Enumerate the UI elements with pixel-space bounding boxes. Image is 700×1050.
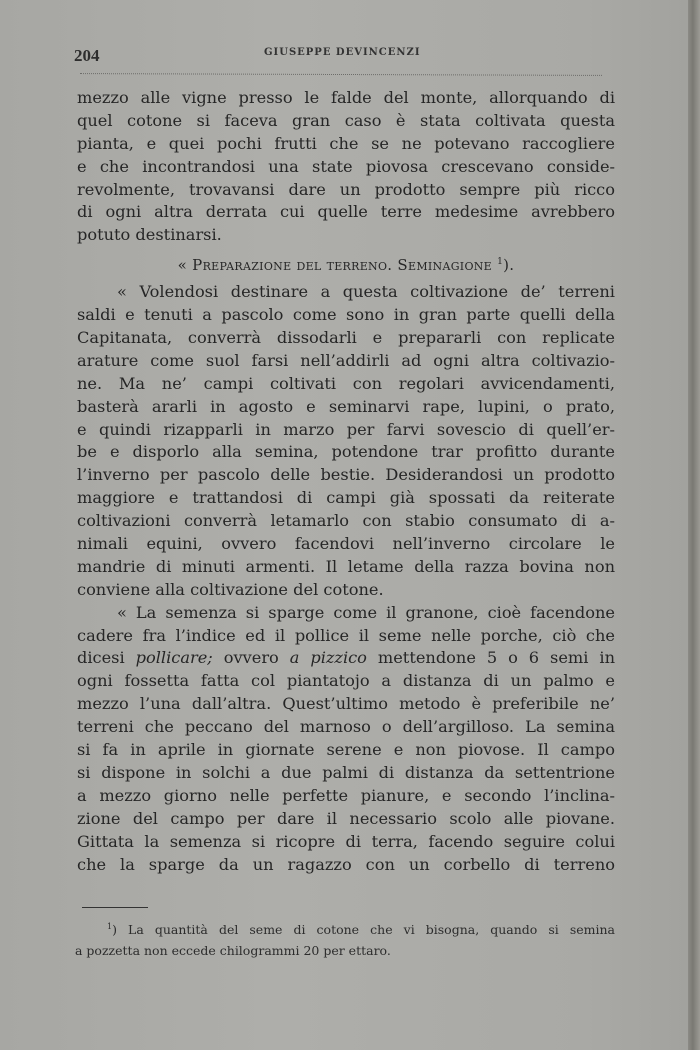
text-line: che la sparge da un ragazzo con un corbello di terreno — [77, 854, 615, 874]
text-line: « Volendosi destinare a questa coltivazione de’ terreni — [117, 282, 615, 302]
text-line: e quindi rizapparli in marzo per farvi sovescio di quell’er- — [77, 419, 615, 439]
heading-title: Preparazione del terreno. Seminagione — [192, 256, 493, 275]
text-line: nimali equini, ovvero facendovi nell’inverno circolare le — [77, 534, 615, 554]
footnote-text: ) La quantità del seme di cotone che vi bisogna, quando si semina — [112, 922, 615, 938]
text-line: arature come suol farsi nell’addirli ad ogni altra coltivazio- — [77, 350, 615, 370]
page-number: 204 — [74, 46, 100, 65]
italic-term: pollicare; — [135, 648, 213, 668]
text-line: ogni fossetta fatta col piantatojo a distanza di un palmo e — [77, 671, 615, 691]
text-line: mezzo l’una dall’altra. Quest’ultimo metodo è preferibile ne’ — [77, 694, 615, 714]
text-line: l’inverno per pascolo delle bestie. Desiderandosi un prodotto — [77, 465, 615, 485]
text-line: quel cotone si faceva gran caso è stata coltivata questa — [77, 110, 615, 130]
text-line: « La semenza si sparge come il granone, cioè facendone — [117, 602, 615, 622]
text-line: a mezzo giorno nelle perfette pianure, e secondo l’inclina- — [77, 785, 615, 805]
text-line: si dispone in solchi a due palmi di distanza da settentrione — [77, 762, 615, 782]
text-line: maggiore e trattandosi di campi già spossati da reiterate — [77, 488, 615, 508]
page-edge — [688, 0, 700, 1050]
footnote-line — [75, 916, 615, 940]
footnote-rule — [82, 907, 148, 908]
text-line: Gittata la semenza si ricopre di terra, facendo seguire colui — [77, 831, 615, 851]
text-line: zione del campo per dare il necessario scolo alle piovane. — [77, 808, 615, 828]
body-text — [77, 87, 615, 876]
text-line: si fa in aprile in giornate serene e non piovose. Il campo — [77, 740, 615, 760]
text-line: cadere fra l’indice ed il pollice il seme nelle porche, ciò che — [77, 625, 615, 645]
text-segment: ovvero — [212, 648, 290, 668]
text-line: pianta, e quei pochi frutti che se ne potevano raccogliere — [77, 133, 615, 153]
text-segment: dicesi — [77, 648, 136, 668]
footnote-marker: 1 — [107, 922, 113, 931]
running-title: GIUSEPPE DEVINCENZI — [264, 47, 421, 58]
page-header — [74, 44, 604, 70]
italic-term: a pizzico — [289, 648, 367, 668]
text-line: terreni che peccano del marnoso o dell’argilloso. La semina — [77, 717, 615, 737]
section-heading — [77, 247, 615, 281]
paragraph-3 — [77, 602, 615, 877]
footnote-line: a pozzetta non eccede chilogrammi 20 per ettaro. — [75, 943, 391, 959]
heading-close: ). — [503, 256, 515, 275]
text-line: be e disporlo alla semina, potendone trar profitto durante — [77, 442, 615, 462]
text-segment: mettendone 5 o 6 semi in — [366, 648, 616, 668]
text-line: conviene alla coltivazione del cotone. — [77, 579, 384, 599]
text-line: revolmente, trovavansi dare un prodotto sempre più ricco — [77, 179, 615, 199]
text-line: coltivazioni converrà letamarlo con stabio consumato di a- — [77, 511, 615, 531]
text-line: di ogni altra derrata cui quelle terre medesime avrebbero — [77, 202, 615, 222]
text-line: mandrie di minuti armenti. Il letame della razza bovina non — [77, 556, 615, 576]
paragraph-1 — [77, 87, 615, 247]
text-line: e che incontrandosi una state piovosa crescevano conside- — [77, 156, 615, 176]
text-line: basterà ararli in agosto e seminarvi rape, lupini, o prato, — [77, 396, 615, 416]
footnote-reference: 1 — [497, 257, 504, 268]
text-line: mezzo alle vigne presso le falde del monte, allorquando di — [77, 88, 615, 107]
paragraph-2 — [77, 281, 615, 601]
footnote — [75, 916, 615, 961]
text-line: Capitanata, converrà dissodarli e prepararli con replicate — [77, 328, 615, 348]
text-line: potuto destinarsi. — [77, 225, 222, 245]
text-line — [77, 647, 615, 670]
text-line: saldi e tenuti a pascolo come sono in gran parte quelli della — [77, 305, 615, 325]
text-line: ne. Ma ne’ campi coltivati con regolari avvicendamenti, — [77, 373, 615, 393]
heading-open-quote: « — [177, 256, 188, 275]
